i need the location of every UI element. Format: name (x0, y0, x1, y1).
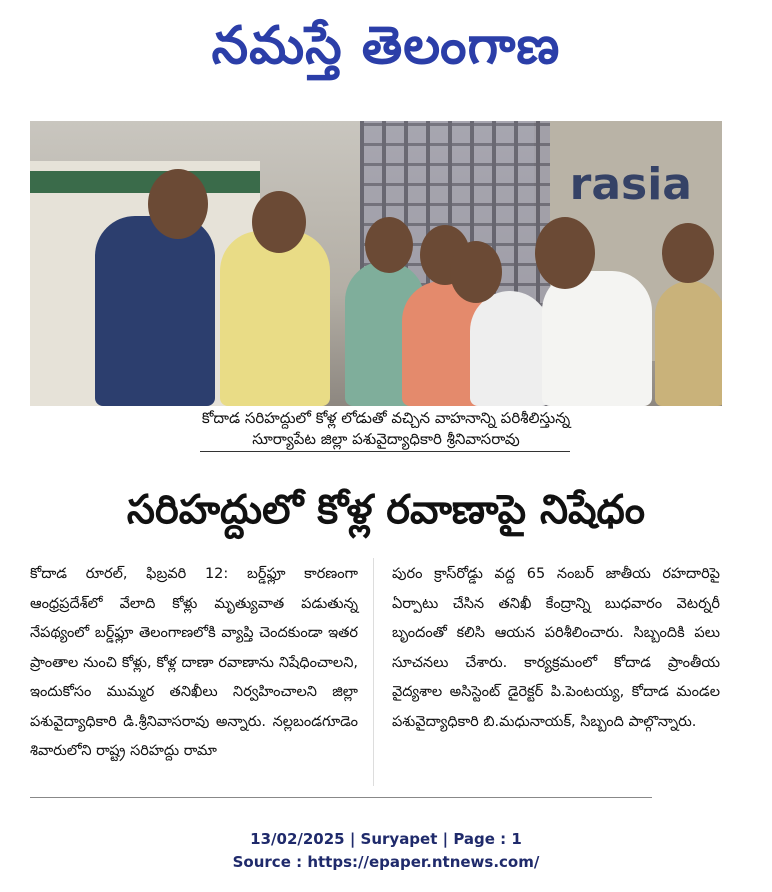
policeman-head (662, 223, 714, 283)
policeman-figure (655, 281, 722, 406)
footer-source[interactable]: Source : https://epaper.ntnews.com/ (232, 853, 540, 871)
article-column-left: కోదాడ రూరల్, ఫిబ్రవరి 12: బర్డ్‌ఫ్లూ కారణంగా ఆంధ్రప్రదేశ్‌లో వేలాది కోళ్లు మృత్యువాత పడుతున్న నేపథ్యంలో బర్డ్‌ఫ్లూ తెలంగాణలోకి వ్యాప్తి చెందకుండా ఇతర ప్రాంతాల నుంచి కోళ్లు, కోళ్ల దాణా రవాణాను నిషేధించాలని, ఇందుకోసం ముమ్మర తనిఖీలు నిర్వహించాలని జిల్లా పశువైద్యాధికారి డి.శ్రీనివాసరావు అన్నారు. నల్లబండగూడెం శివారులోని రాష్ట్ర సరిహద్దు రామా (30, 566, 358, 759)
officer-figure (95, 216, 215, 406)
man-yellow-shirt (220, 231, 330, 406)
masthead-logo: నమస్తే తెలంగాణ (211, 16, 561, 76)
man-white-head (450, 241, 502, 303)
caption-line-2: సూర్యాపేట జిల్లా పశువైద్యాధికారి శ్రీనివాసరావు (252, 430, 520, 448)
man-light-shirt (542, 271, 652, 406)
article-end-rule (30, 797, 652, 798)
column-divider (373, 558, 374, 786)
man-white-shirt (470, 291, 550, 406)
footer-dateline: 13/02/2025 | Suryapet | Page : 1 (250, 830, 522, 848)
officer-head (148, 169, 208, 239)
article-headline: సరిహద్దులో కోళ్ల రవాణాపై నిషేధం (126, 487, 646, 533)
truck-stripe (30, 171, 260, 193)
news-photo (30, 121, 722, 406)
man-green-head (365, 217, 413, 273)
caption-divider (200, 451, 570, 452)
container-lettering: rasia (569, 159, 692, 210)
photo-caption (0, 408, 772, 450)
caption-line-1: కోదాడ సరిహద్దులో కోళ్ల లోడుతో వచ్చిన వాహనాన్ని పరిశీలిస్తున్న (201, 409, 571, 427)
article-column-right: పురం క్రాస్‌రోడ్డు వద్ద 65 నంబర్ జాతీయ రహదారిపై ఏర్పాటు చేసిన తనిఖీ కేంద్రాన్ని బుధవారం వెటర్నరీ బృందంతో కలిసి ఆయన పరిశీలించారు. సిబ్బందికి పలు సూచనలు చేశారు. కార్యక్రమంలో కోదాడ ప్రాంతీయ వైద్యశాల అసిస్టెంట్ డైరెక్టర్ పి.పెంటయ్య, కోదాడ మండల పశువైద్యాధికారి బి.మధునాయక్, సిబ్బంది పాల్గొన్నారు. (392, 566, 720, 730)
man-light-head (535, 217, 595, 289)
man-yellow-head (252, 191, 306, 253)
